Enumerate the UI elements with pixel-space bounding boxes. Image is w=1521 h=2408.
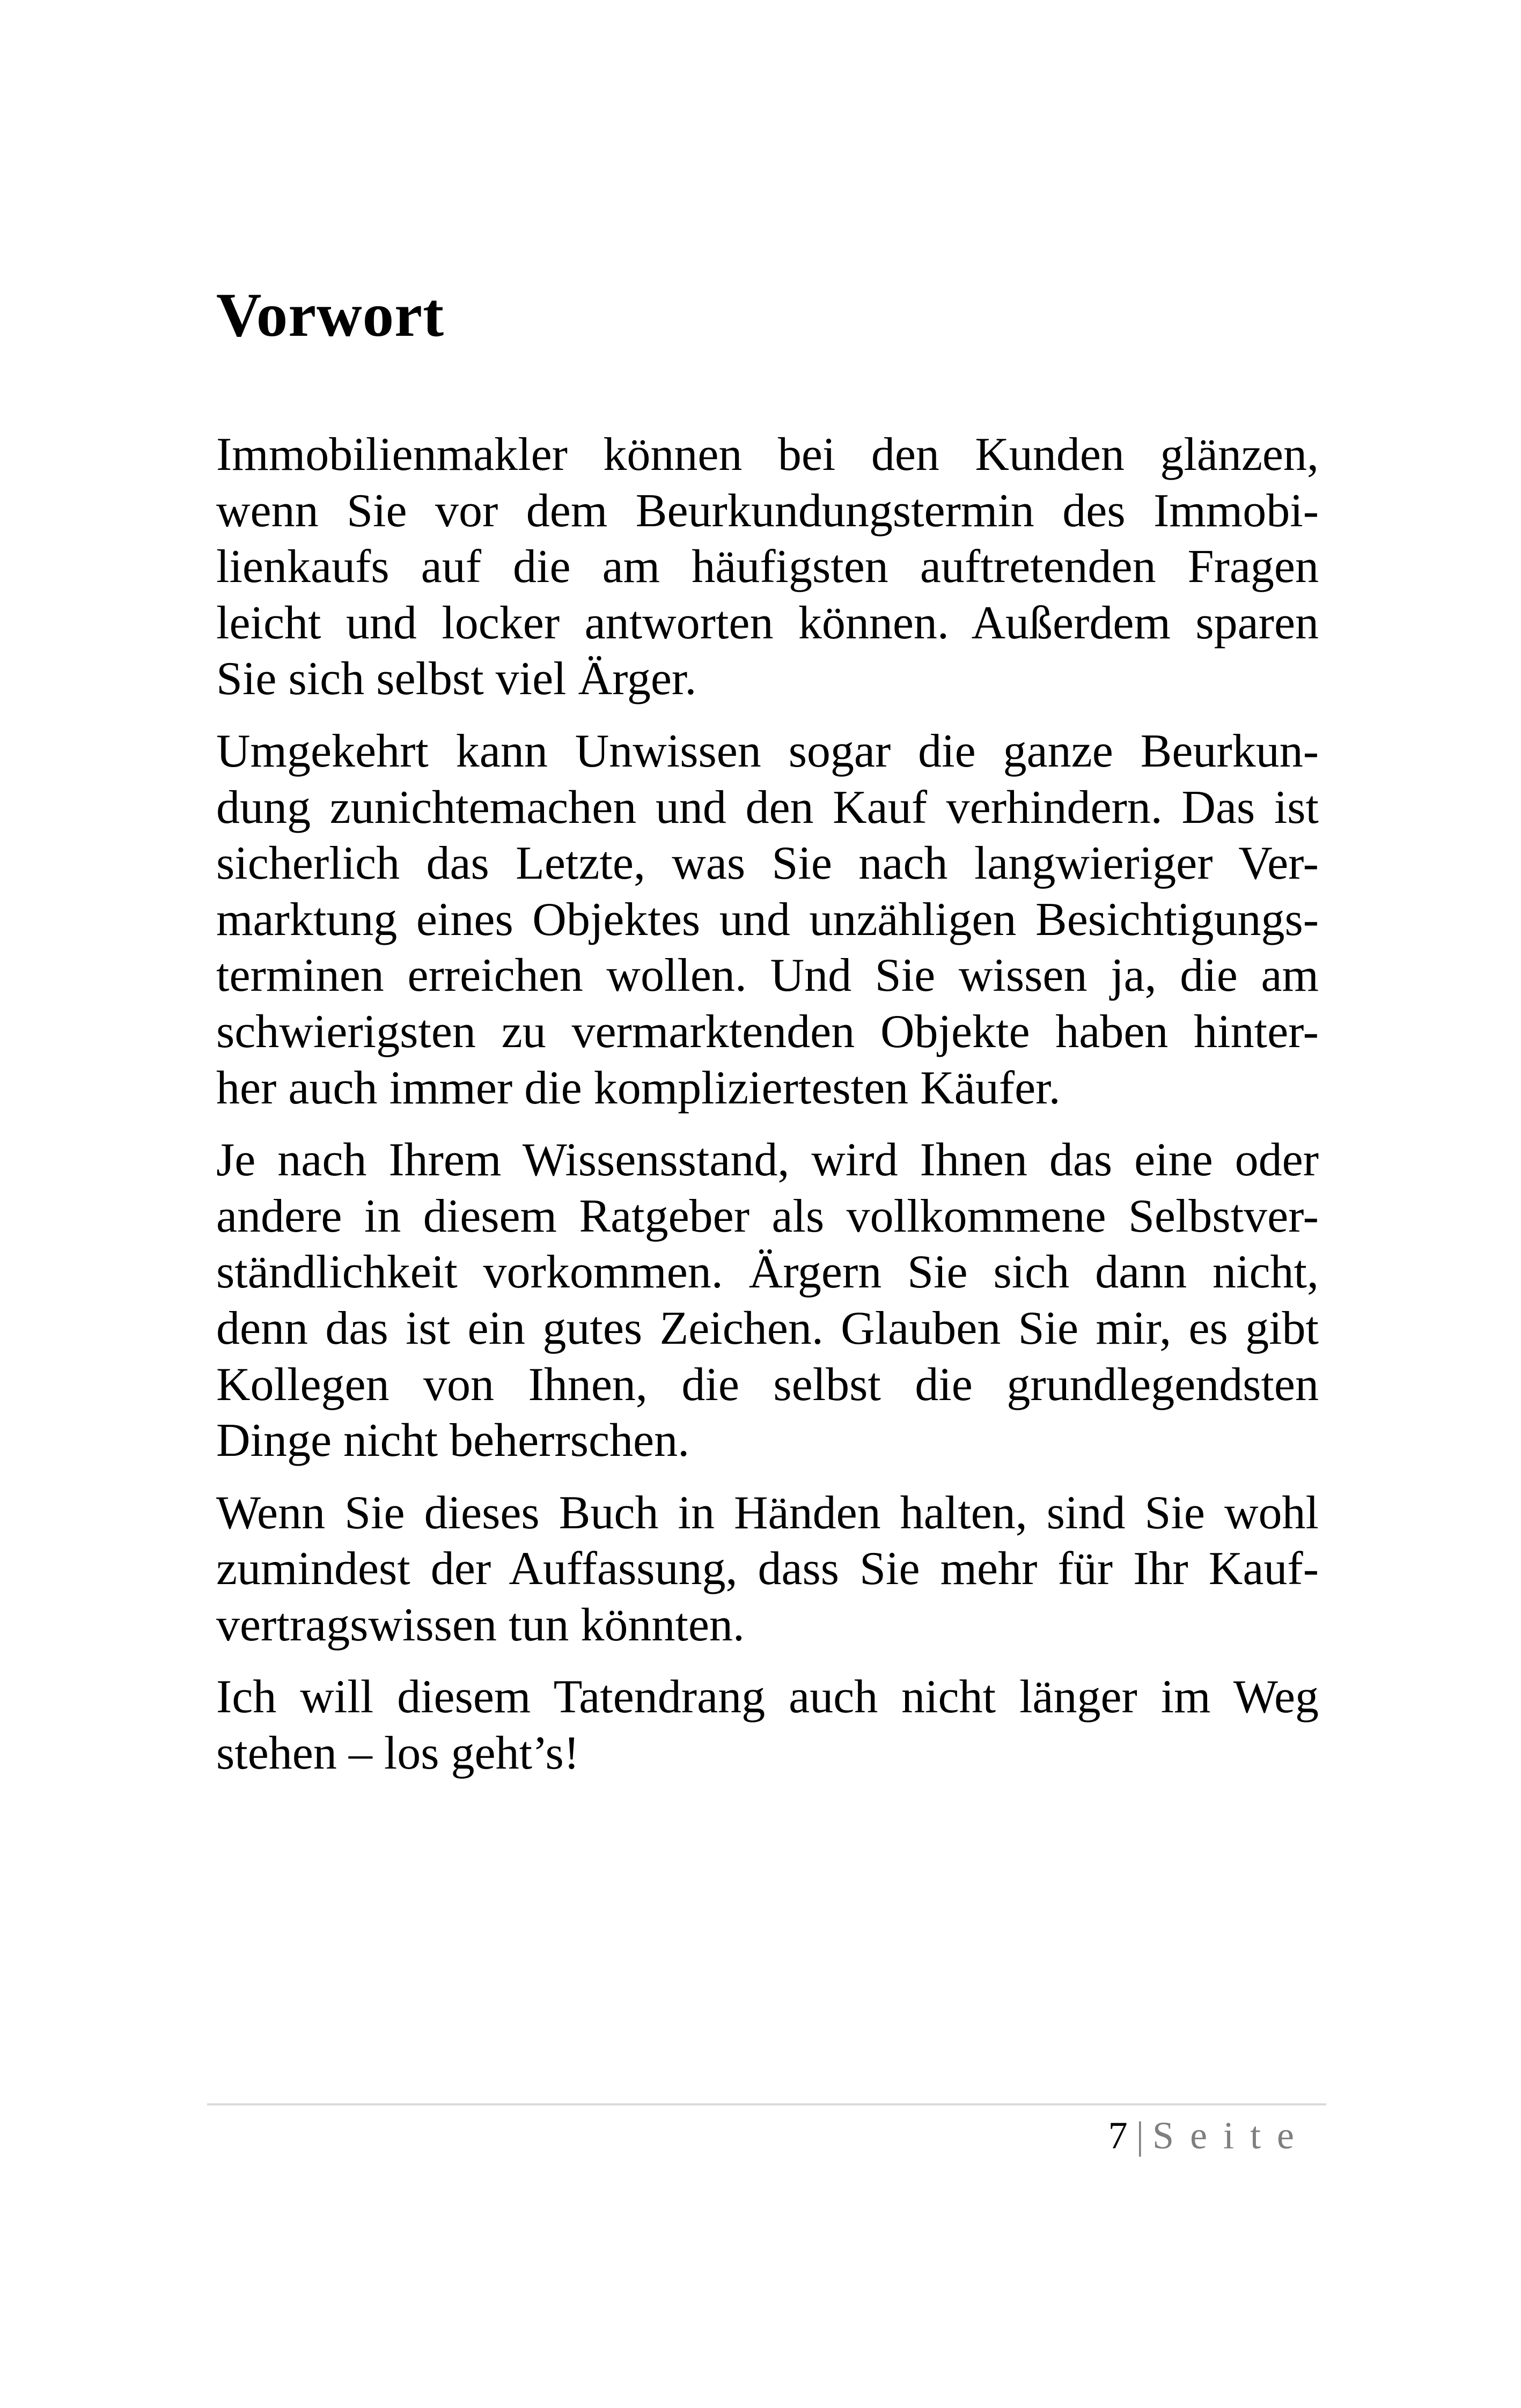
text-line: terminen erreichen wollen. Und Sie wissen ja, die am: [216, 949, 1319, 1002]
text-line: Je nach Ihrem Wissensstand, wird Ihnen das eine oder: [216, 1134, 1319, 1187]
text-line: her auch immer die kompliziertesten Käufer.: [216, 1062, 1061, 1114]
text-line: vertragswissen tun könnten.: [216, 1599, 745, 1651]
paragraph: [216, 724, 1319, 1116]
text-line: leicht und locker antworten können. Außerdem sparen: [216, 597, 1319, 649]
text-line: Ich will diesem Tatendrang auch nicht länger im Weg: [216, 1671, 1319, 1724]
text-line: zumindest der Auffassung, dass Sie mehr für Ihr Kauf-: [216, 1543, 1319, 1595]
text-line: Wenn Sie dieses Buch in Händen halten, sind Sie wohl: [216, 1486, 1319, 1539]
page-number: 7: [1108, 2114, 1128, 2157]
text-line: dung zunichtemachen und den Kauf verhindern. Das ist: [216, 781, 1319, 834]
page-label: Seite: [1152, 2114, 1310, 2157]
text-line: Umgekehrt kann Unwissen sogar die ganze Beurkun-: [216, 725, 1319, 777]
text-line: marktung eines Objektes und unzähligen Besichtigungs-: [216, 893, 1319, 946]
paragraph: [216, 1669, 1319, 1781]
paragraph: [216, 427, 1319, 708]
text-line: schwierigsten zu vermarktenden Objekte haben hinter-: [216, 1005, 1319, 1058]
body-text: [216, 427, 1319, 1798]
text-line: lienkaufs auf die am häufigsten auftretenden Fragen: [216, 541, 1319, 593]
text-line: sicherlich das Letzte, was Sie nach langwieriger Ver-: [216, 837, 1319, 890]
text-line: Kollegen von Ihnen, die selbst die grundlegendsten: [216, 1358, 1319, 1411]
paragraph: [216, 1132, 1319, 1469]
page-footer: [1108, 2111, 1310, 2160]
text-line: ständlichkeit vorkommen. Ärgern Sie sich dann nicht,: [216, 1246, 1319, 1299]
page-heading: Vorwort: [216, 281, 445, 350]
text-line: Immobilienmakler können bei den Kunden glänzen,: [216, 429, 1319, 481]
text-line: wenn Sie vor dem Beurkundungstermin des Immobi-: [216, 484, 1319, 537]
paragraph: [216, 1485, 1319, 1654]
text-line: andere in diesem Ratgeber als vollkommene Selbstver-: [216, 1190, 1319, 1242]
text-line: stehen – los geht’s!: [216, 1727, 580, 1780]
text-line: denn das ist ein gutes Zeichen. Glauben Sie mir, es gibt: [216, 1302, 1319, 1354]
text-line: Dinge nicht beherrschen.: [216, 1415, 690, 1467]
footer-separator: |: [1136, 2114, 1144, 2157]
text-line: Sie sich selbst viel Ärger.: [216, 653, 697, 705]
footer-divider: [207, 2103, 1326, 2105]
